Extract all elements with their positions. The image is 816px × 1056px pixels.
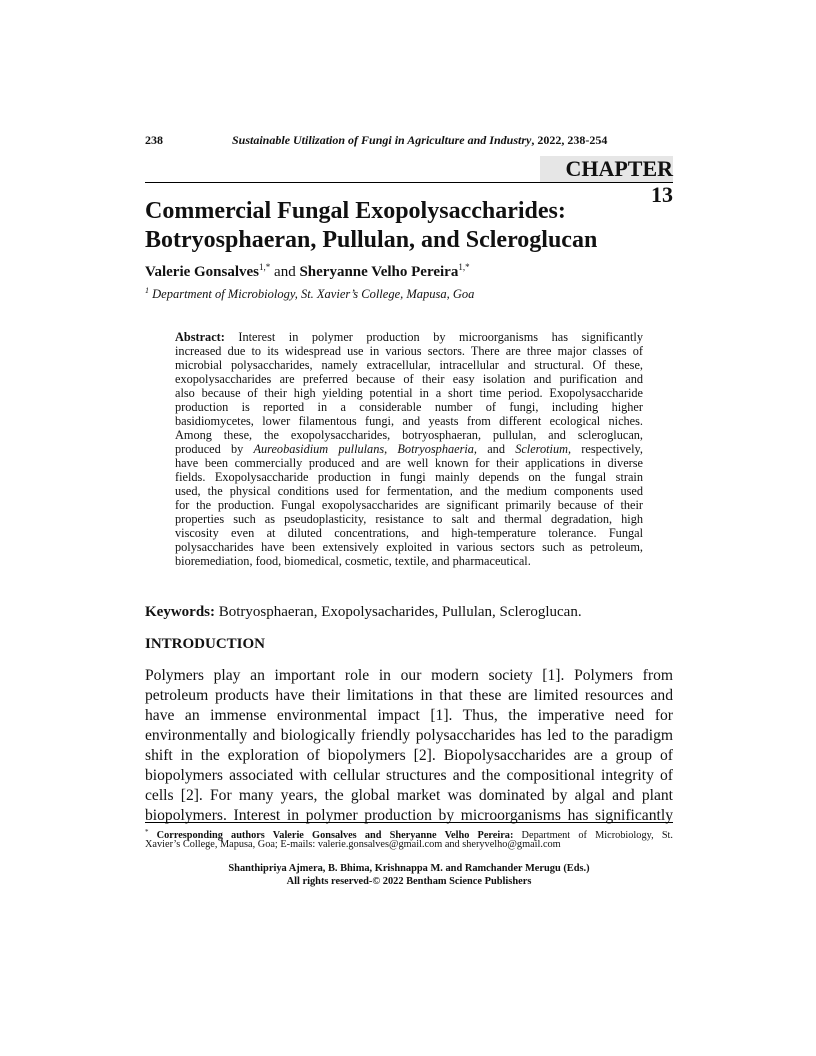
chapter-title xyxy=(145,197,705,255)
abstract-line: properties such as pseudoplasticity, resistance to salt and thermal degradation, high xyxy=(175,512,643,526)
body-line: shift in the exploration of biopolymers [2]. Biopolysaccharides are a group of xyxy=(145,747,673,764)
body-line: petroleum products have their limitations in that these are limited resources and xyxy=(145,687,673,704)
body-line: environmentally and biologically friendly polysaccharides has led to the paradigm xyxy=(145,727,673,744)
abstract-line: production is reported in a considerable number of fungi, including higher xyxy=(175,400,643,414)
body-line: biopolymers associated with cellular structures and the compositional integrity of xyxy=(145,767,673,784)
title-line: Botryosphaeran, Pullulan, and Scleroglucan xyxy=(145,227,598,253)
keywords-text: Botryosphaeran, Exopolysacharides, Pullulan, Scleroglucan. xyxy=(215,604,582,620)
body-line: Polymers play an important role in our modern society [1]. Polymers from xyxy=(145,667,673,684)
page-number: 238 xyxy=(145,133,163,147)
abstract-line: viscosity even at diluted concentrations, and high-temperature tolerance. Fungal xyxy=(175,526,643,540)
abstract-line: microbial polysaccharides, namely extracellular, intracellular and structural. Of these, xyxy=(175,358,643,372)
abstract-line: produced by Aureobasidium pullulans, Botryosphaeria, and Sclerotium, respectively, xyxy=(175,442,643,456)
author-conjunction: and xyxy=(270,264,300,280)
footnote-line: Xavier’s College, Mapusa, Goa; E-mails: valerie.gonsalves@gmail.com and sheryvelho@gmail.com xyxy=(145,839,561,850)
body-line: have an immense environmental impact [1]. Thus, the imperative need for xyxy=(145,707,673,724)
editors-line: Shanthipriya Ajmera, B. Bhima, Krishnappa M. and Ramchander Merugu (Eds.) xyxy=(228,863,590,874)
journal-title xyxy=(232,133,607,148)
abstract-line: bioremediation, food, biomedical, cosmetic, textile, and pharmaceutical. xyxy=(175,554,531,568)
body-line: biopolymers. Interest in polymer production by microorganisms has significantly xyxy=(145,807,673,824)
abstract-line: Among these, the exopolysaccharides, botryosphaeran, pullulan, and scleroglucan, xyxy=(175,428,643,442)
journal-name: Sustainable Utilization of Fungi in Agriculture and Industry xyxy=(232,133,532,147)
author-superscript: 1,* xyxy=(458,262,470,272)
abstract-line: have been commercially produced and are well known for their applications in diverse xyxy=(175,456,643,470)
footnote-rule xyxy=(145,822,673,823)
title-line: Commercial Fungal Exopolysaccharides: xyxy=(145,198,566,224)
author-list xyxy=(145,262,470,281)
footnote-mark: * xyxy=(145,828,149,836)
chapter-label: CHAPTER 13 xyxy=(540,156,673,182)
abstract-line: used, the physical conditions used for fermentation, and the medium components used xyxy=(175,484,643,498)
abstract-line: for the production. Fungal exopolysaccharides are significant primarily because of their xyxy=(175,498,643,512)
abstract-line: increased due to its widespread use in various sectors. There are three major classes of xyxy=(175,344,643,358)
body-line: cells [2]. For many years, the global market was dominated by algal and plant xyxy=(145,787,673,804)
species-name: Sclerotium, xyxy=(515,442,572,456)
affiliation xyxy=(145,286,474,302)
abstract-line: exopolysaccharides are preferred because of their easy isolation and purification and xyxy=(175,372,643,386)
running-header xyxy=(145,133,673,149)
keywords-label: Keywords: xyxy=(145,604,215,620)
species-name: Aureobasidium pullulans xyxy=(253,442,385,456)
section-heading: INTRODUCTION xyxy=(145,636,266,652)
header-rule xyxy=(145,182,673,183)
author-name: Valerie Gonsalves xyxy=(145,264,260,280)
abstract-line: also because of their high yielding potential in a short time period. Exopolysaccharide xyxy=(175,386,643,400)
copyright-line: All rights reserved-© 2022 Bentham Science Publishers xyxy=(286,876,532,887)
abstract-line: polysaccharides have been extensively exploited in various sectors such as petroleum, xyxy=(175,540,643,554)
abstract-label: Abstract: xyxy=(175,330,225,344)
abstract-line: Abstract: Interest in polymer production by microorganisms has significantly xyxy=(175,330,643,344)
abstract-line: fields. Exopolysaccharide production in fungi mainly depends on the fungal strain xyxy=(175,470,643,484)
affiliation-superscript: 1 xyxy=(145,286,149,295)
journal-citation: , 2022, 238-254 xyxy=(531,133,608,147)
footnote-label: Corresponding authors Valerie Gonsalves and Sheryanne Velho Pereira: xyxy=(148,830,514,841)
footnote-line: * Corresponding authors Valerie Gonsalves and Sheryanne Velho Pereira: Department of Microbiology, St. xyxy=(145,828,673,841)
keywords xyxy=(145,604,582,621)
abstract-line: basidiomycetes, lower filamentous fungi, and yeasts from different ecological niches. xyxy=(175,414,643,428)
species-name: Botryosphaeria, xyxy=(397,442,478,456)
author-superscript: 1,* xyxy=(259,262,271,272)
affiliation-text: Department of Microbiology, St. Xavier’s College, Mapusa, Goa xyxy=(149,287,475,301)
author-name: Sheryanne Velho Pereira xyxy=(299,264,459,280)
